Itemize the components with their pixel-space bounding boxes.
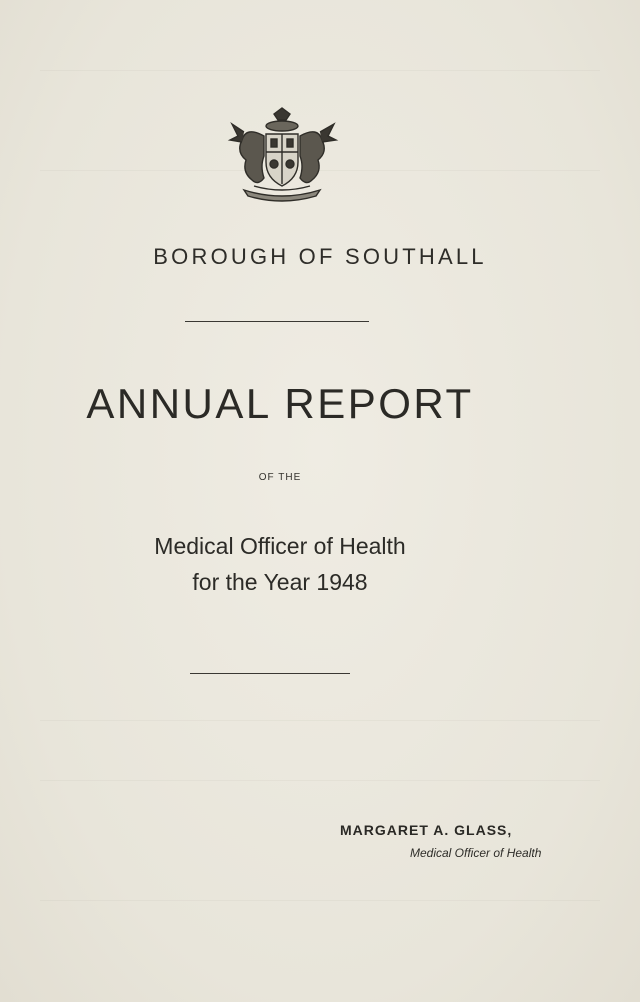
borough-coat-of-arms-icon [224,106,340,202]
author-role: Medical Officer of Health [410,846,542,860]
of-the-label: OF THE [258,472,302,483]
borough-heading: BOROUGH OF SOUTHALL [153,244,487,269]
report-title: ANNUAL REPORT [86,380,474,427]
report-subtitle [0,528,560,600]
author-name: MARGARET A. GLASS, [340,822,513,838]
divider-top [185,321,369,322]
divider-bottom [190,673,350,674]
subtitle-line-1: Medical Officer of Health [154,533,406,559]
subtitle-line-2: for the Year 1948 [192,569,368,595]
